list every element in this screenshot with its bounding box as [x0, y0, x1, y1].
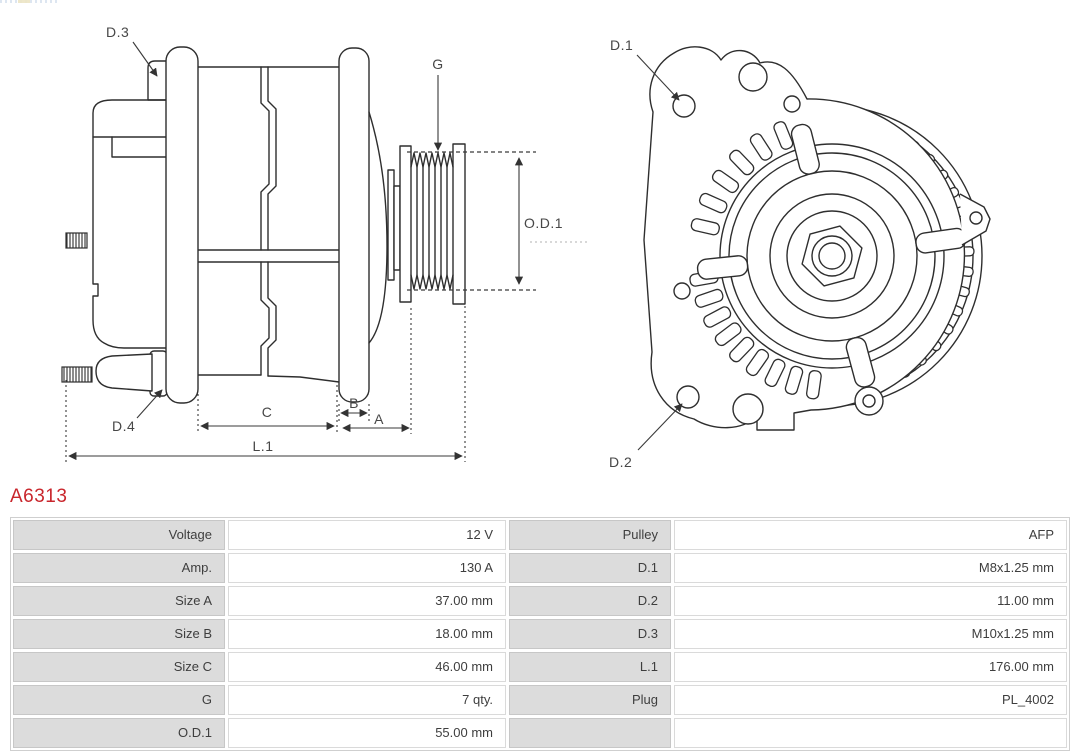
threaded-stud-lower	[62, 367, 92, 382]
label-d2: D.2	[609, 454, 633, 470]
side-bottom-lug	[96, 354, 152, 391]
spec-value-cell: 37.00 mm	[228, 586, 506, 616]
leader-d4	[137, 390, 162, 418]
spec-label-cell: Size B	[13, 619, 225, 649]
label-b: B	[349, 395, 359, 411]
threaded-stud-upper	[66, 233, 87, 248]
label-d1: D.1	[610, 37, 634, 53]
spec-label-cell: D.1	[509, 553, 671, 583]
spec-label-cell: Size A	[13, 586, 225, 616]
label-g: G	[432, 56, 444, 72]
spec-value-cell: M8x1.25 mm	[674, 553, 1067, 583]
spec-label-cell: Size C	[13, 652, 225, 682]
pulley-grooves	[417, 167, 447, 275]
spec-label-cell: O.D.1	[13, 718, 225, 748]
spec-label-cell: Voltage	[13, 520, 225, 550]
spec-label-cell: Amp.	[13, 553, 225, 583]
pulley-ribs-bottom	[411, 275, 453, 289]
label-d4: D.4	[112, 418, 136, 434]
d1-hole	[673, 95, 695, 117]
spec-value-cell: 11.00 mm	[674, 586, 1067, 616]
label-a: A	[374, 411, 384, 427]
top-mount-hole	[739, 63, 767, 91]
spec-value-cell	[674, 718, 1067, 748]
pulley-ribs-top	[411, 153, 453, 167]
spec-value-cell: 176.00 mm	[674, 652, 1067, 682]
mount-arm-right	[339, 48, 369, 402]
spec-label-cell: L.1	[509, 652, 671, 682]
spec-table	[10, 517, 1070, 751]
spec-label-cell: Pulley	[509, 520, 671, 550]
spec-label-cell: Plug	[509, 685, 671, 715]
leader-d2	[638, 404, 682, 450]
spec-value-cell: 7 qty.	[228, 685, 506, 715]
part-number: A6313	[10, 486, 68, 507]
spec-label-cell: G	[13, 685, 225, 715]
spec-value-cell: PL_4002	[674, 685, 1067, 715]
spec-label-cell: D.2	[509, 586, 671, 616]
label-d3: D.3	[106, 24, 130, 40]
side-view-diagram	[62, 24, 588, 462]
mount-arm-left	[166, 47, 198, 403]
spec-value-cell: 12 V	[228, 520, 506, 550]
spec-value-cell: M10x1.25 mm	[674, 619, 1067, 649]
spec-value-cell: AFP	[674, 520, 1067, 550]
d2-hole	[677, 386, 699, 408]
spec-value-cell: 130 A	[228, 553, 506, 583]
rear-view-diagram	[609, 37, 990, 470]
spec-value-cell: 18.00 mm	[228, 619, 506, 649]
spec-value-cell: 55.00 mm	[228, 718, 506, 748]
pulley-flange-right	[453, 144, 465, 304]
pulley-flange-left	[400, 146, 411, 302]
leader-d3	[133, 42, 157, 76]
label-c: C	[261, 404, 273, 420]
label-od1: O.D.1	[524, 215, 564, 231]
fan-spoke	[697, 255, 749, 280]
spec-label-cell	[509, 718, 671, 748]
spec-label-cell: D.3	[509, 619, 671, 649]
label-l1: L.1	[252, 438, 274, 454]
spec-value-cell: 46.00 mm	[228, 652, 506, 682]
